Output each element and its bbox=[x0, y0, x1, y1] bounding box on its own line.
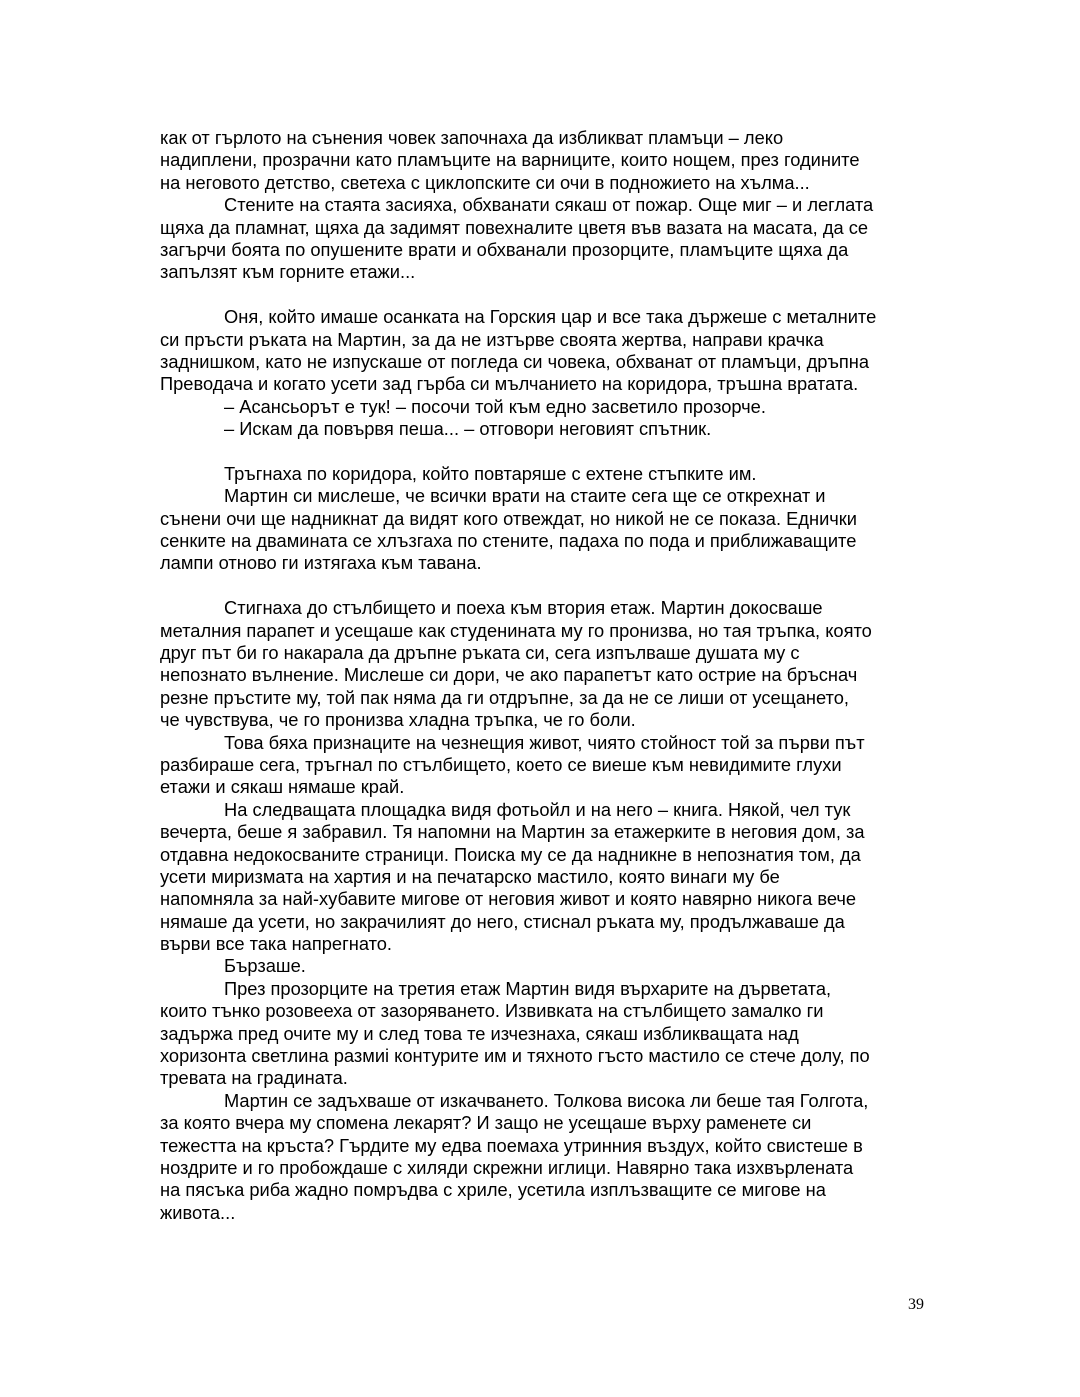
text-line: задържа пред очите му и след това те изчезнаха, сякаш избликващата над bbox=[160, 1022, 799, 1044]
text-line: друг път би го накарала да дръпне ръката си, сега изпълваше душата му с bbox=[160, 641, 800, 663]
text-line: на пясъка риба жадно помръдва с хриле, усетила изплъзващите се мигове на bbox=[160, 1179, 826, 1201]
text-line: запълзят към горните етажи... bbox=[160, 261, 416, 283]
text-line: сънени очи ще надникнат да видят кого отвеждат, но никой не се показа. Еднички bbox=[160, 507, 858, 529]
text-line: тежестта на кръста? Гърдите му едва поемаха утринния въздух, който свистеше в bbox=[160, 1134, 863, 1156]
text-line: напомняла за най-хубавите мигове от неговия живот и която навярно никога вече bbox=[160, 888, 857, 910]
text-line: отдавна недокосваните страници. Поиска му се да надникне в непознатия том, да bbox=[160, 843, 861, 865]
text-line: ноздрите и го пробождаше с хиляди скрежни иглици. Навярно така изхвърлената bbox=[160, 1156, 854, 1178]
text-line: тревата на градината. bbox=[160, 1067, 348, 1089]
body-text bbox=[160, 127, 925, 1224]
paragraph-gap bbox=[160, 284, 925, 306]
text-line: за която вчера му спомена лекарят? И защо не усещаше върху раменете си bbox=[160, 1112, 812, 1134]
text-line: разбираше сега, тръгнал по стълбището, което се виеше към невидимите глухи bbox=[160, 753, 842, 775]
text-line: Преводача и когато усети зад гърба си мълчанието на коридора, тръшна вратата. bbox=[160, 373, 859, 395]
paragraph-start: Това бяха признаците на чезнещия живот, чиято стойност той за първи път bbox=[224, 731, 865, 753]
text-line: надиплени, прозрачни като пламъците на варниците, които нощем, през годините bbox=[160, 149, 860, 171]
text-line: щяха да пламнат, щяха да задимят повехналите цветя във вазата на масата, да се bbox=[160, 216, 869, 238]
paragraph-start: Мартин се задъхваше от изкачването. Толкова висока ли беше тая Голгота, bbox=[224, 1089, 869, 1111]
text-line: металния парапет и усещаше как студенината му го пронизва, но тая тръпка, която bbox=[160, 619, 872, 641]
page-number: 39 bbox=[908, 1296, 924, 1313]
dialogue-line: – Асансьорът е тук! – посочи той към едно засветило прозорче. bbox=[224, 395, 766, 417]
paragraph-gap bbox=[160, 440, 925, 462]
text-line: резне пръстите му, той пак няма да ги отдръпне, за да не се лиши от усещането, bbox=[160, 686, 849, 708]
dialogue-line: – Искам да повървя пеша... – отговори неговият спътник. bbox=[224, 418, 712, 440]
text-line: на неговото детство, светеха с циклопските си очи в подножието на хълма... bbox=[160, 171, 810, 193]
paragraph-start: Стените на стаята засияха, обхванати сякаш от пожар. Още миг – и леглата bbox=[224, 194, 874, 216]
paragraph-start: Тръгнаха по коридора, който повтаряше с ехтене стъпките им. bbox=[224, 462, 757, 484]
paragraph-start: На следващата площадка видя фотьойл и на него – книга. Някой, чел тук bbox=[224, 798, 851, 820]
text-line: сенките на двамината се хлъзгаха по стените, падаха по пода и приближаващите bbox=[160, 530, 857, 552]
paragraph-start: Стигнаха до стълбището и поеха към втория етаж. Мартин докосваше bbox=[224, 597, 823, 619]
paragraph-start: През прозорците на третия етаж Мартин видя върхарите на дърветата, bbox=[224, 977, 832, 999]
text-line: живота... bbox=[160, 1201, 236, 1223]
text-line: вечерта, беше я забравил. Тя напомни на Мартин за етажерките в неговия дом, за bbox=[160, 821, 865, 843]
paragraph-start: Бързаше. bbox=[224, 955, 306, 977]
text-line: усети миризмата на хартия и на печатарско мастило, която винаги му бе bbox=[160, 865, 780, 887]
text-line: че чувствува, че го пронизва хладна тръпка, че го боли. bbox=[160, 709, 636, 731]
text-line: си пръсти ръката на Мартин, за да не изтърве своята жертва, направи крачка bbox=[160, 328, 824, 350]
text-line: как от гърлото на сънения човек започнаха да избликват пламъци – леко bbox=[160, 127, 784, 148]
paragraph-start: Мартин си мислеше, че всички врати на стаите сега ще се открехнат и bbox=[224, 485, 826, 507]
text-line: хоризонта светлина размиi контурите им и тяхното гъсто мастило се стече долу, по bbox=[160, 1045, 870, 1067]
text-line: заднишком, като не изпускаше от погледа си човека, обхванат от пламъци, дръпна bbox=[160, 350, 870, 372]
text-line: които тънко розовееха от зазоряването. Извивката на стълбището замалко ги bbox=[160, 1000, 824, 1022]
paragraph-start: Оня, който имаше осанката на Горския цар и все така държеше с металните bbox=[224, 306, 877, 328]
text-line: лампи отново ги изтягаха към тавана. bbox=[160, 552, 482, 574]
text-line: загърчи боята по опушените врати и обхванали прозорците, пламъците щяха да bbox=[160, 238, 849, 260]
text-line: етажи и сякаш нямаше край. bbox=[160, 776, 405, 798]
paragraph-gap bbox=[160, 575, 925, 597]
text-line: непознато вълнение. Мислеше си дори, че ако парапетът като острие на бръснач bbox=[160, 664, 858, 686]
text-line: нямаше да усети, но закрачилият до него, стиснал ръката му, продължаваше да bbox=[160, 910, 845, 932]
text-line: върви все така напрегнато. bbox=[160, 933, 393, 955]
